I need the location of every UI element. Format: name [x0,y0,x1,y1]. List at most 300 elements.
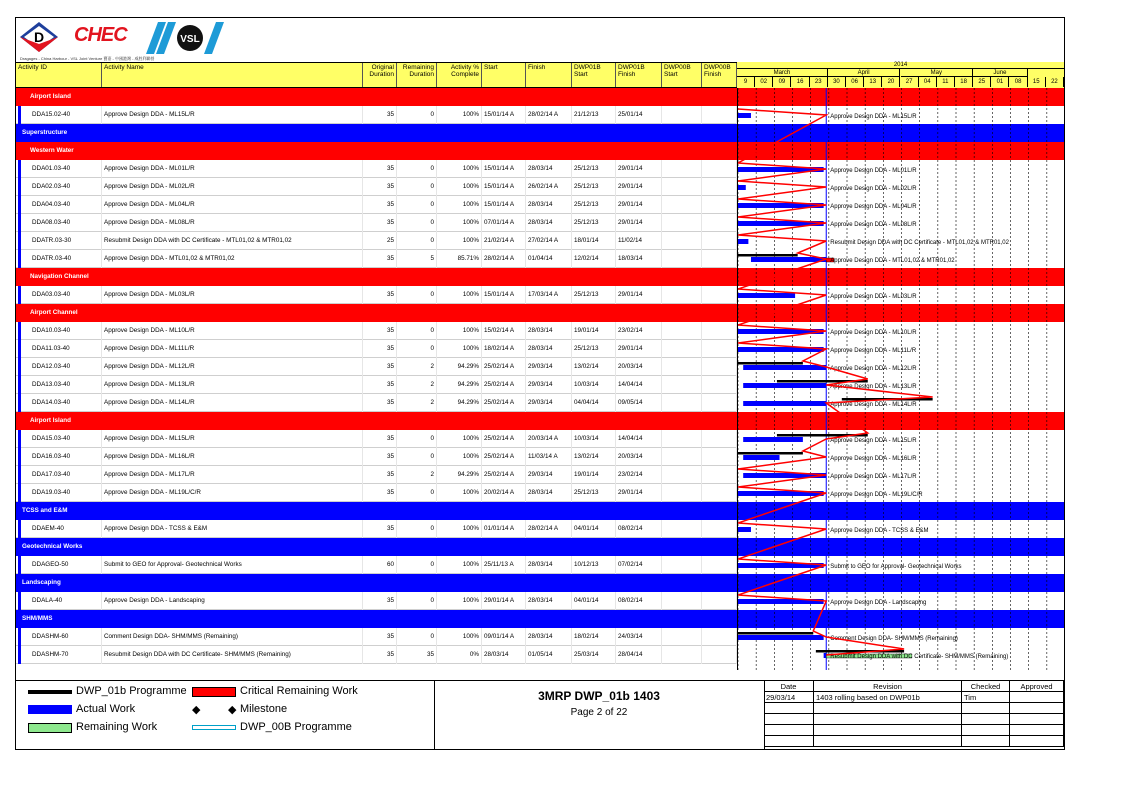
timeline-header [737,62,1064,88]
cell-d1s: 04/01/14 [572,592,616,610]
cell-start: 25/02/14 A [482,394,526,412]
table-row[interactable] [16,556,737,574]
cell-start: 28/03/14 [482,646,526,664]
table-row[interactable] [16,646,737,664]
col-dwp00b-start[interactable]: DWP00B Start [662,63,702,87]
group-header-row[interactable] [16,268,737,286]
legend-programme-swatch [28,690,72,694]
cell-pct: 100% [437,520,482,538]
cell-pct: 100% [437,214,482,232]
col-original-duration[interactable]: Original Duration [363,63,397,87]
cell-od: 35 [363,196,397,214]
gantt-bar-label: Approve Design DDA - ML17L/R [830,474,917,480]
table-row[interactable] [16,214,737,232]
cell-d1s: 04/01/14 [572,520,616,538]
cell-start: 28/02/14 A [482,250,526,268]
cell-id: DDAEM-40 [30,520,102,538]
cell-od: 35 [363,358,397,376]
gantt-actual-bar [743,437,803,442]
cell-start: 20/02/14 A [482,484,526,502]
cell-d0f [702,214,737,232]
cell-d0f [702,196,737,214]
cell-name: Approve Design DDA - ML11L/R [102,340,363,358]
gantt-bar-label: Approve Design DDA - ML15L/R [830,438,917,444]
row-indent-bar [18,232,21,250]
cell-pct: 85.71% [437,250,482,268]
cell-d0s [662,340,702,358]
gantt-bar-label: Comment Design DDA- SHM/MMS (Remaining) [830,636,958,642]
legend [16,681,435,749]
revision-cell [1010,736,1064,747]
cell-finish: 28/03/14 [526,160,572,178]
timeline-week: 25 [973,77,991,87]
timeline-week: 22 [1046,77,1064,87]
revision-cell [814,725,962,736]
cell-d0s [662,646,702,664]
table-row[interactable] [16,106,737,124]
cell-finish: 28/02/14 A [526,520,572,538]
row-indent-bar [18,646,21,664]
cell-finish: 28/03/14 [526,556,572,574]
cell-pct: 100% [437,286,482,304]
cell-name: Approve Design DDA - ML12L/R [102,358,363,376]
cell-d0f [702,286,737,304]
gantt-bar-label: Approve Design DDA - ML01L/R [830,168,917,174]
cell-pct: 100% [437,196,482,214]
col-dwp01b-finish[interactable]: DWP01B Finish [616,63,662,87]
group-header-row[interactable] [16,412,737,430]
col-dwp00b-finish[interactable]: DWP00B Finish [702,63,737,87]
revision-cell [814,714,962,725]
cell-d0s [662,592,702,610]
legend-critical-label: Critical Remaining Work [240,685,358,697]
cell-od: 35 [363,394,397,412]
timeline-week: 15 [1028,77,1046,87]
cell-id: DDA01.03-40 [30,160,102,178]
cell-id: DDA15.03-40 [30,430,102,448]
gantt-actual-bar [824,653,827,658]
cell-od: 35 [363,628,397,646]
cell-finish: 28/02/14 A [526,106,572,124]
revision-cell [1010,703,1064,714]
cell-od: 35 [363,322,397,340]
table-row[interactable] [16,178,737,196]
cell-od: 35 [363,448,397,466]
cell-id: DDA02.03-40 [30,178,102,196]
row-indent-bar [18,376,21,394]
cell-id: DDA03.03-40 [30,286,102,304]
cell-start: 25/02/14 A [482,376,526,394]
cell-name: Approve Design DDA - ML04L/R [102,196,363,214]
cell-id: DDA08.03-40 [30,214,102,232]
cell-d1f: 20/03/14 [616,448,662,466]
revision-cell [764,736,814,747]
cell-d0s [662,178,702,196]
cell-start: 25/02/14 A [482,466,526,484]
cell-id: DDA17.03-40 [30,466,102,484]
cell-d0s [662,106,702,124]
gantt-bar-label: Approve Design DDA - ML04L/R [830,204,917,210]
timeline-week: 06 [846,77,864,87]
cell-name: Submit to GEO for Approval- Geotechnical Works [102,556,363,574]
cell-d0f [702,322,737,340]
col-activity-name[interactable]: Activity Name [102,63,363,87]
group-header-row[interactable] [16,610,737,628]
group-header-row[interactable] [16,502,737,520]
cell-d1f: 28/04/14 [616,646,662,664]
row-indent-bar [18,160,21,178]
gantt-chart [738,88,1064,670]
logo-area [18,20,218,62]
cell-pct: 100% [437,556,482,574]
cell-d0f [702,556,737,574]
group-header-row[interactable] [16,88,737,106]
table-row[interactable] [16,358,737,376]
group-name: Landscaping [22,579,61,586]
cell-d0s [662,520,702,538]
cell-name: Approve Design DDA - ML01L/R [102,160,363,178]
revision-header-cell: Revision [814,681,962,692]
timeline-week: 01 [991,77,1009,87]
gantt-actual-bar [743,383,826,388]
cell-d0f [702,646,737,664]
cell-od: 35 [363,484,397,502]
gantt-actual-bar [743,365,826,370]
cell-d0s [662,160,702,178]
cell-d1f: 29/01/14 [616,160,662,178]
gantt-bar-label: Approve Design DDA - ML16L/R [830,456,917,462]
group-name: Airport Island [30,417,71,424]
group-name: Airport Channel [30,309,78,316]
gantt-bar-label: Approve Design DDA - TCSS & E&M [830,528,929,534]
cell-id: DDA16.03-40 [30,448,102,466]
cell-d1f: 09/05/14 [616,394,662,412]
document-title: 3MRP DWP_01b 1403 [538,689,660,703]
cell-finish: 28/03/14 [526,196,572,214]
cell-d1s: 19/01/14 [572,322,616,340]
row-indent-bar [18,322,21,340]
cell-od: 35 [363,106,397,124]
gantt-bar-label: Resubmit Design DDA with DC Certificate- SHM/MMS (Remaining) [830,654,1009,660]
cell-d1s: 25/12/13 [572,484,616,502]
cell-d0s [662,556,702,574]
dragages-logo-icon [20,22,58,52]
gantt-bar-label: Approve Design DDA - MTL01,02 & MTR01,02 [830,258,955,264]
gantt-bar-label: Approve Design DDA - ML10L/R [830,330,917,336]
gantt-actual-bar [738,293,795,298]
legend-actual-swatch [28,705,72,714]
cell-id: DDA15.02-40 [30,106,102,124]
cell-rd: 5 [397,250,437,268]
cell-d0f [702,394,737,412]
cell-d0s [662,322,702,340]
cell-rd: 0 [397,430,437,448]
cell-rd: 2 [397,376,437,394]
cell-rd: 0 [397,160,437,178]
timeline-week: 08 [1010,77,1028,87]
gantt-bar-label: Approve Design DDA - ML14L/R [830,402,917,408]
jv-caption: Dragages - China Harbour - VSL Joint Venture 寶嘉 - 中國港灣 - 威胜利聯營 [20,56,155,61]
row-indent-bar [18,430,21,448]
cell-d1s: 25/12/13 [572,340,616,358]
row-indent-bar [18,358,21,376]
gantt-bar-label: Approve Design DDA - ML03L/R [830,294,917,300]
row-indent-bar [18,106,21,124]
cell-name: Approve Design DDA - ML14L/R [102,394,363,412]
cell-d1f: 23/02/14 [616,466,662,484]
revision-cell: Tim [962,692,1010,703]
cell-rd: 0 [397,106,437,124]
cell-rd: 35 [397,646,437,664]
cell-start: 25/02/14 A [482,430,526,448]
group-header-row[interactable] [16,538,737,556]
row-indent-bar [18,214,21,232]
cell-id: DDA14.03-40 [30,394,102,412]
cell-od: 35 [363,376,397,394]
cell-finish: 26/02/14 A [526,178,572,196]
cell-d1s: 25/03/14 [572,646,616,664]
cell-d0f [702,178,737,196]
cell-od: 35 [363,646,397,664]
cell-start: 15/01/14 A [482,106,526,124]
group-header-row[interactable] [16,124,737,142]
gantt-programme-bar [738,632,813,635]
timeline-week: 04 [919,77,937,87]
cell-rd: 0 [397,178,437,196]
cell-finish: 28/03/14 [526,322,572,340]
col-activity-id[interactable]: Activity ID [16,63,102,87]
group-name: Airport Island [30,93,71,100]
timeline-week: 9 [737,77,755,87]
cell-d0s [662,484,702,502]
cell-finish: 28/03/14 [526,340,572,358]
cell-d0f [702,430,737,448]
cell-finish: 29/03/14 [526,358,572,376]
cell-d0f [702,628,737,646]
col-dwp01b-start[interactable]: DWP01B Start [572,63,616,87]
cell-id: DDA19.03-40 [30,484,102,502]
legend-actual-label: Actual Work [76,703,136,715]
timeline-year: 2014 [737,62,1064,69]
revision-header-cell: Approved [1010,681,1064,692]
cell-finish: 28/03/14 [526,484,572,502]
gantt-group-band [738,538,1064,556]
cell-d0f [702,160,737,178]
cell-d0f [702,484,737,502]
timeline-week: 30 [828,77,846,87]
cell-rd: 0 [397,286,437,304]
cell-name: Approve Design DDA - ML15L/R [102,430,363,448]
table-row[interactable] [16,520,737,538]
cell-name: Approve Design DDA - ML02L/R [102,178,363,196]
cell-start: 21/02/14 A [482,232,526,250]
cell-finish: 01/04/14 [526,250,572,268]
cell-name: Approve Design DDA - ML19L/C/R [102,484,363,502]
cell-rd: 2 [397,466,437,484]
cell-d1s: 10/03/14 [572,376,616,394]
cell-d1f: 29/01/14 [616,214,662,232]
col-start[interactable]: Start [482,63,526,87]
cell-start: 07/01/14 A [482,214,526,232]
cell-finish: 01/05/14 [526,646,572,664]
cell-od: 60 [363,556,397,574]
revision-cell [764,725,814,736]
revision-cell [764,714,814,725]
cell-od: 35 [363,160,397,178]
row-indent-bar [18,628,21,646]
revision-cell: 1403 rolling based on DWP01b [814,692,962,703]
cell-pct: 100% [437,106,482,124]
revision-cell [962,703,1010,714]
group-header-row[interactable] [16,304,737,322]
revision-cell [814,703,962,714]
group-name: Western Water [30,147,74,154]
cell-od: 35 [363,430,397,448]
row-indent-bar [18,448,21,466]
cell-d1s: 12/02/14 [572,250,616,268]
cell-d1f: 18/03/14 [616,250,662,268]
cell-d0f [702,232,737,250]
cell-d1f: 07/02/14 [616,556,662,574]
cell-d1f: 20/03/14 [616,358,662,376]
revision-table [764,681,1064,749]
row-indent-bar [18,178,21,196]
timeline-month: April [828,69,901,77]
cell-id: DDA11.03-40 [30,340,102,358]
gantt-group-band [738,88,1064,106]
gantt-actual-bar [751,257,826,262]
gantt-actual-bar [738,185,746,190]
cell-start: 18/02/14 A [482,340,526,358]
cell-d1s: 04/04/14 [572,394,616,412]
gantt-timeline [737,88,1064,670]
cell-d0f [702,340,737,358]
cell-d0s [662,376,702,394]
cell-d1s: 25/12/13 [572,214,616,232]
cell-d0s [662,286,702,304]
cell-rd: 0 [397,196,437,214]
cell-rd: 0 [397,556,437,574]
vsl-logo-icon [146,22,224,54]
table-row[interactable] [16,340,737,358]
cell-d0s [662,232,702,250]
col-remaining-duration[interactable]: Remaining Duration [397,63,437,87]
gantt-group-band [738,142,1064,160]
row-indent-bar [18,340,21,358]
timeline-week: 09 [773,77,791,87]
cell-name: Approve Design DDA - ML03L/R [102,286,363,304]
row-indent-bar [18,484,21,502]
table-row[interactable] [16,466,737,484]
cell-d1f: 29/01/14 [616,484,662,502]
cell-d1f: 11/02/14 [616,232,662,250]
timeline-week: 18 [955,77,973,87]
table-row[interactable] [16,286,737,304]
legend-milestone-icon-2: ◆ [228,704,237,716]
legend-remaining-label: Remaining Work [76,721,158,733]
legend-milestone-label: Milestone [240,703,288,715]
cell-name: Approve Design DDA - TCSS & E&M [102,520,363,538]
row-indent-bar [18,286,21,304]
col-finish[interactable]: Finish [526,63,572,87]
cell-finish: 11/03/14 A [526,448,572,466]
gantt-bar-label: Approve Design DDA - ML12L/R [830,366,917,372]
gantt-bar-label: Submit to GEO for Approval- Geotechnical Works [830,564,962,570]
cell-pct: 100% [437,592,482,610]
footer [16,680,1064,749]
cell-d0f [702,358,737,376]
row-indent-bar [18,466,21,484]
cell-d0s [662,358,702,376]
table-row[interactable] [16,160,737,178]
cell-start: 25/02/14 A [482,358,526,376]
cell-pct: 100% [437,322,482,340]
timeline-week: 23 [810,77,828,87]
cell-finish: 28/03/14 [526,592,572,610]
cell-finish: 20/03/14 A [526,430,572,448]
table-row[interactable] [16,196,737,214]
cell-name: Approve Design DDA - Landscaping [102,592,363,610]
table-row[interactable] [16,628,737,646]
cell-finish: 29/03/14 [526,466,572,484]
timeline-week: 20 [882,77,900,87]
cell-start: 25/11/13 A [482,556,526,574]
gantt-group-band [738,124,1064,142]
col-activity-complete[interactable]: Activity % Complete [437,63,482,87]
cell-od: 35 [363,592,397,610]
timeline-week: 13 [864,77,882,87]
cell-id: DDALA-40 [30,592,102,610]
cell-d1s: 13/02/14 [572,358,616,376]
gantt-group-band [738,502,1064,520]
table-row[interactable] [16,232,737,250]
table-row[interactable] [16,376,737,394]
cell-d1s: 10/03/14 [572,430,616,448]
group-header-row[interactable] [16,574,737,592]
table-row[interactable] [16,592,737,610]
cell-finish: 27/02/14 A [526,232,572,250]
timeline-month: June [973,69,1028,77]
cell-name: Approve Design DDA - ML15L/R [102,106,363,124]
revision-cell [1010,725,1064,736]
cell-d1s: 10/12/13 [572,556,616,574]
table-row[interactable] [16,394,737,412]
table-row[interactable] [16,250,737,268]
cell-d0f [702,448,737,466]
table-row[interactable] [16,322,737,340]
cell-name: Approve Design DDA - ML17L/R [102,466,363,484]
cell-pct: 94.29% [437,376,482,394]
cell-name: Resubmit Design DDA with DC Certificate- SHM/MMS (Remaining) [102,646,363,664]
cell-rd: 0 [397,232,437,250]
table-row[interactable] [16,448,737,466]
table-row[interactable] [16,484,737,502]
cell-d0f [702,466,737,484]
cell-d1s: 25/12/13 [572,196,616,214]
cell-finish: 17/03/14 A [526,286,572,304]
gantt-bar-label: Approve Design DDA - ML13L/R [830,384,917,390]
table-row[interactable] [16,430,737,448]
gantt-bar-label: Resubmit Design DDA with DC Certificate - MTL01,02 & MTR01,02 [830,240,1009,246]
cell-start: 15/01/14 A [482,196,526,214]
cell-d0s [662,196,702,214]
cell-finish: 29/03/14 [526,376,572,394]
group-name: Navigation Channel [30,273,89,280]
cell-pct: 100% [437,178,482,196]
timeline-month: May [901,69,974,77]
group-header-row[interactable] [16,142,737,160]
vsl-logo-letters: VSL [180,34,200,45]
